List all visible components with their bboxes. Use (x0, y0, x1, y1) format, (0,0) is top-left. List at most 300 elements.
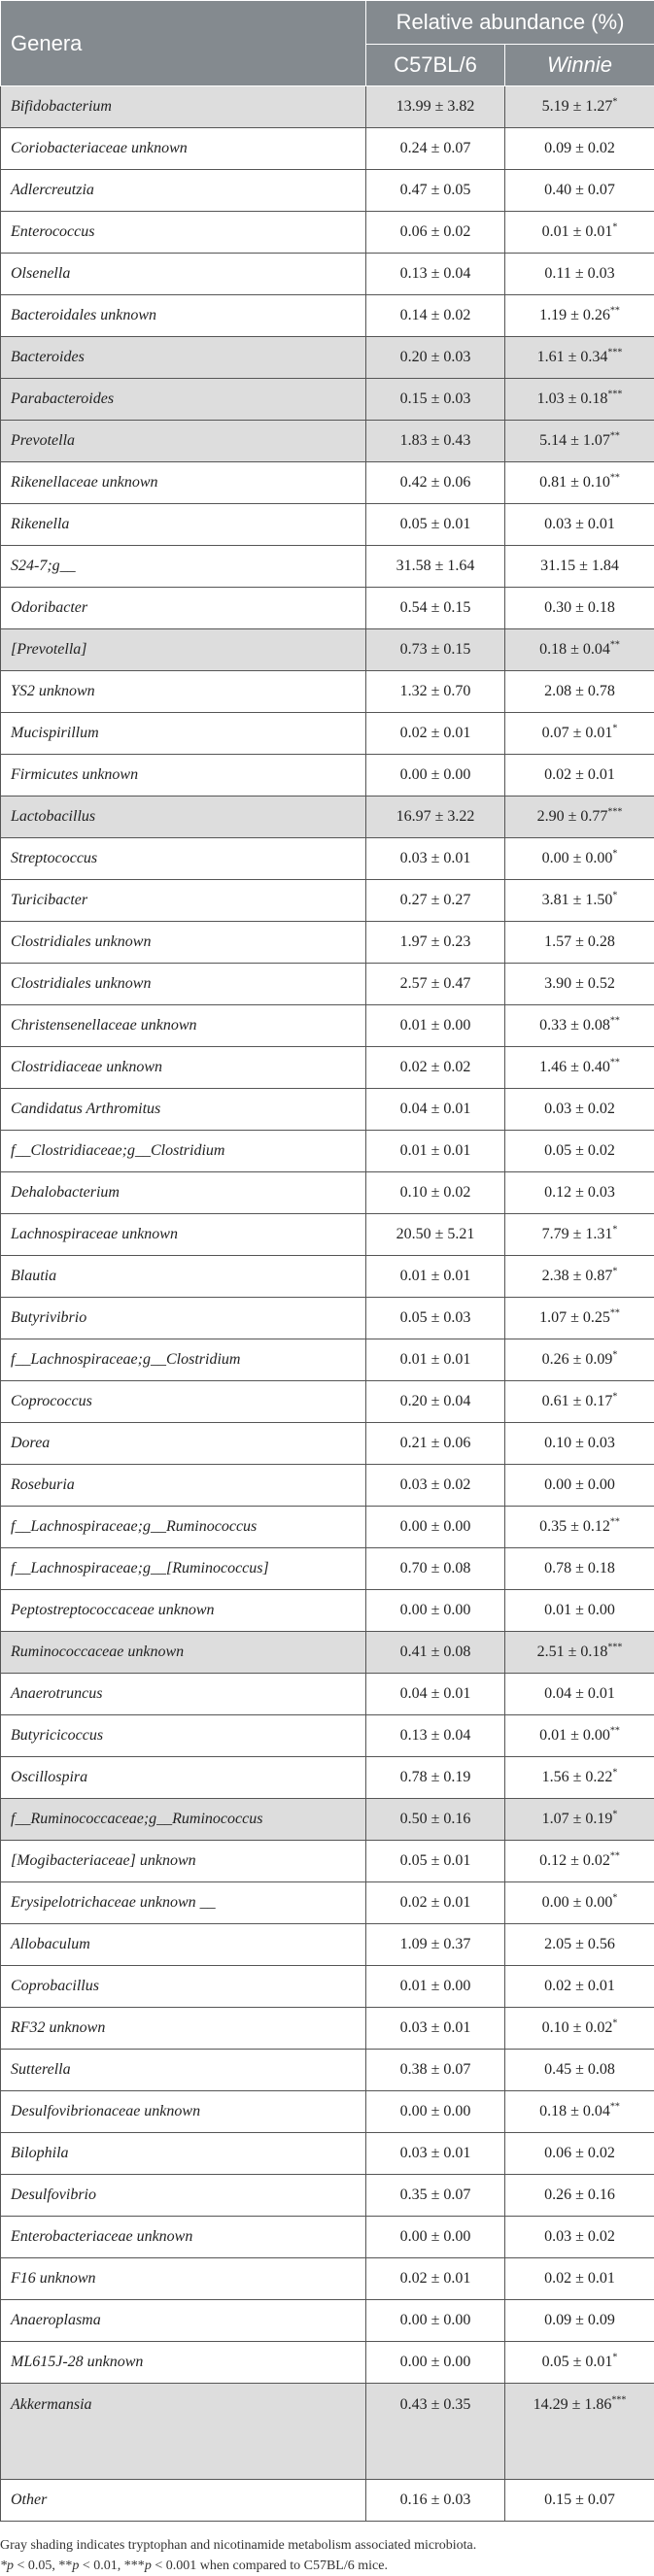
winnie-cell (505, 1924, 654, 1966)
footnote-shading-note: Gray shading indicates tryptophan and nicotinamide metabolism associated microbiota. (0, 2535, 654, 2556)
c57bl6-value: 0.42 ± 0.06 (366, 462, 505, 504)
winnie-cell (505, 797, 654, 838)
significance-marker: * (612, 2353, 617, 2363)
table-footnote (0, 2522, 654, 2576)
winnie-value: 1.46 ± 0.40 (539, 1059, 610, 1075)
c57bl6-value: 0.20 ± 0.04 (366, 1381, 505, 1423)
table-row (1, 2300, 654, 2342)
genus-name: Bacteroidales unknown (1, 295, 366, 337)
table-row (1, 755, 654, 797)
c57bl6-value: 0.43 ± 0.35 (366, 2384, 505, 2480)
winnie-cell (505, 1465, 654, 1507)
table-header (1, 1, 654, 86)
winnie-cell (505, 755, 654, 797)
winnie-cell (505, 880, 654, 922)
table-row (1, 629, 654, 671)
significance-marker: * (612, 97, 617, 108)
winnie-cell (505, 1047, 654, 1089)
table-row (1, 1005, 654, 1047)
table-row (1, 1047, 654, 1089)
winnie-value: 1.07 ± 0.25 (539, 1309, 610, 1326)
winnie-value: 0.00 ± 0.00 (542, 1894, 613, 1911)
significance-marker: *** (607, 348, 622, 358)
table-row (1, 922, 654, 964)
c57bl6-value: 0.00 ± 0.00 (366, 1590, 505, 1632)
footnote-t2: < 0.01, *** (79, 2559, 144, 2573)
table-row (1, 2342, 654, 2384)
winnie-value: 0.05 ± 0.02 (544, 1142, 615, 1159)
winnie-value: 2.90 ± 0.77 (537, 808, 608, 825)
table-row (1, 546, 654, 588)
genus-name: Bifidobacterium (1, 86, 366, 128)
winnie-cell (505, 1131, 654, 1172)
winnie-value: 1.56 ± 0.22 (542, 1769, 613, 1785)
footnote-significance-note (0, 2556, 654, 2576)
table-body (1, 86, 654, 2522)
significance-marker: * (612, 1392, 617, 1403)
winnie-cell (505, 1548, 654, 1590)
winnie-cell (505, 504, 654, 546)
winnie-cell (505, 1757, 654, 1799)
winnie-value: 0.15 ± 0.07 (544, 2491, 615, 2508)
table-row (1, 86, 654, 128)
winnie-value: 0.40 ± 0.07 (544, 182, 615, 198)
winnie-cell (505, 964, 654, 1005)
genus-name: Erysipelotrichaceae unknown __ (1, 1882, 366, 1924)
winnie-cell (505, 421, 654, 462)
genus-name: Prevotella (1, 421, 366, 462)
c57bl6-value: 0.01 ± 0.00 (366, 1966, 505, 2008)
c57bl6-value: 0.27 ± 0.27 (366, 880, 505, 922)
winnie-cell (505, 1423, 654, 1465)
significance-marker: ** (610, 1016, 620, 1027)
genus-name: Butyricicoccus (1, 1715, 366, 1757)
winnie-value: 2.51 ± 0.18 (537, 1644, 608, 1660)
genus-name: Christensenellaceae unknown (1, 1005, 366, 1047)
genus-name: f__Lachnospiraceae;g__[Ruminococcus] (1, 1548, 366, 1590)
table-row (1, 1256, 654, 1298)
table-row (1, 170, 654, 212)
genus-name: Clostridiales unknown (1, 964, 366, 1005)
winnie-cell (505, 170, 654, 212)
c57bl6-value: 0.04 ± 0.01 (366, 1674, 505, 1715)
genus-name: Rikenella (1, 504, 366, 546)
genus-name: Butyrivibrio (1, 1298, 366, 1339)
c57bl6-value: 0.04 ± 0.01 (366, 1089, 505, 1131)
c57bl6-value: 0.24 ± 0.07 (366, 128, 505, 170)
genus-name: Peptostreptococcaceae unknown (1, 1590, 366, 1632)
winnie-value: 3.81 ± 1.50 (542, 892, 613, 908)
winnie-cell (505, 1507, 654, 1548)
table-row (1, 1715, 654, 1757)
winnie-cell (505, 254, 654, 295)
genus-name: f__Lachnospiraceae;g__Ruminococcus (1, 1507, 366, 1548)
c57bl6-value: 0.01 ± 0.00 (366, 1005, 505, 1047)
genus-name: RF32 unknown (1, 2008, 366, 2050)
winnie-cell (505, 1841, 654, 1882)
c57bl6-value: 0.01 ± 0.01 (366, 1339, 505, 1381)
genus-name: Lactobacillus (1, 797, 366, 838)
winnie-value: 0.01 ± 0.00 (539, 1727, 610, 1744)
winnie-value: 0.02 ± 0.01 (544, 766, 615, 783)
c57bl6-value: 13.99 ± 3.82 (366, 86, 505, 128)
c57bl6-value: 0.01 ± 0.01 (366, 1256, 505, 1298)
winnie-cell (505, 2175, 654, 2217)
winnie-value: 0.07 ± 0.01 (542, 725, 613, 741)
c57bl6-value: 0.05 ± 0.01 (366, 1841, 505, 1882)
c57bl6-value: 0.70 ± 0.08 (366, 1548, 505, 1590)
winnie-value: 0.78 ± 0.18 (544, 1560, 615, 1576)
winnie-value: 0.12 ± 0.02 (539, 1852, 610, 1869)
genus-name: Adlercreutzia (1, 170, 366, 212)
winnie-value: 0.61 ± 0.17 (542, 1393, 613, 1409)
table-row (1, 2008, 654, 2050)
winnie-cell (505, 1966, 654, 2008)
significance-marker: *** (607, 1643, 622, 1653)
table-row (1, 1131, 654, 1172)
significance-marker: *** (611, 2395, 626, 2406)
significance-marker: ** (610, 1058, 620, 1068)
header-genera: Genera (1, 1, 366, 86)
table-row (1, 1423, 654, 1465)
winnie-cell (505, 1005, 654, 1047)
genus-name: Lachnospiraceae unknown (1, 1214, 366, 1256)
c57bl6-value: 0.02 ± 0.01 (366, 1882, 505, 1924)
c57bl6-value: 0.00 ± 0.00 (366, 2342, 505, 2384)
significance-marker: * (612, 724, 617, 734)
winnie-cell (505, 1339, 654, 1381)
table-row (1, 1548, 654, 1590)
c57bl6-value: 0.06 ± 0.02 (366, 212, 505, 254)
winnie-value: 0.02 ± 0.01 (544, 1978, 615, 1994)
c57bl6-value: 0.03 ± 0.01 (366, 838, 505, 880)
c57bl6-value: 0.54 ± 0.15 (366, 588, 505, 629)
winnie-value: 0.04 ± 0.01 (544, 1685, 615, 1702)
genus-name: ML615J-28 unknown (1, 2342, 366, 2384)
winnie-cell (505, 2480, 654, 2522)
table-row (1, 1757, 654, 1799)
winnie-value: 0.18 ± 0.04 (539, 2103, 610, 2119)
winnie-cell (505, 379, 654, 421)
table-row (1, 295, 654, 337)
table-row (1, 838, 654, 880)
significance-marker: *** (607, 390, 622, 400)
header-c57bl6: C57BL/6 (366, 45, 505, 86)
c57bl6-value: 0.15 ± 0.03 (366, 379, 505, 421)
c57bl6-value: 0.47 ± 0.05 (366, 170, 505, 212)
table-row (1, 2480, 654, 2522)
winnie-value: 5.14 ± 1.07 (539, 432, 610, 449)
genus-name: Coriobacteriaceae unknown (1, 128, 366, 170)
winnie-value: 0.06 ± 0.02 (544, 2145, 615, 2161)
winnie-cell (505, 1214, 654, 1256)
table-row (1, 671, 654, 713)
c57bl6-value: 0.02 ± 0.01 (366, 713, 505, 755)
header-relative-abundance: Relative abundance (%) (366, 1, 654, 45)
c57bl6-value: 0.00 ± 0.00 (366, 1507, 505, 1548)
table-row (1, 2217, 654, 2258)
genus-name: Dehalobacterium (1, 1172, 366, 1214)
c57bl6-value: 0.10 ± 0.02 (366, 1172, 505, 1214)
genus-name: Candidatus Arthromitus (1, 1089, 366, 1131)
significance-marker: * (612, 849, 617, 860)
genus-name: Akkermansia (1, 2384, 366, 2480)
genus-name: Sutterella (1, 2050, 366, 2091)
winnie-value: 0.45 ± 0.08 (544, 2061, 615, 2078)
table-row (1, 1924, 654, 1966)
winnie-cell (505, 212, 654, 254)
table-row (1, 1298, 654, 1339)
winnie-value: 0.03 ± 0.02 (544, 2228, 615, 2245)
winnie-cell (505, 1590, 654, 1632)
table-row (1, 462, 654, 504)
table-row (1, 1339, 654, 1381)
table-row (1, 379, 654, 421)
winnie-value: 0.03 ± 0.02 (544, 1101, 615, 1117)
significance-marker: ** (610, 431, 620, 442)
genus-name: Coprococcus (1, 1381, 366, 1423)
header-winnie: Winnie (505, 45, 654, 86)
winnie-value: 3.90 ± 0.52 (544, 975, 615, 992)
winnie-value: 0.81 ± 0.10 (539, 474, 610, 491)
winnie-cell (505, 2133, 654, 2175)
table-row (1, 588, 654, 629)
winnie-cell (505, 2217, 654, 2258)
genus-name: Ruminococcaceae unknown (1, 1632, 366, 1674)
winnie-cell (505, 629, 654, 671)
genus-name: Olsenella (1, 254, 366, 295)
winnie-cell (505, 1799, 654, 1841)
winnie-cell (505, 1256, 654, 1298)
winnie-value: 0.10 ± 0.03 (544, 1435, 615, 1451)
winnie-cell (505, 1298, 654, 1339)
c57bl6-value: 0.14 ± 0.02 (366, 295, 505, 337)
c57bl6-value: 0.03 ± 0.01 (366, 2133, 505, 2175)
table-row (1, 797, 654, 838)
table-row (1, 2050, 654, 2091)
significance-marker: * (612, 222, 617, 233)
winnie-value: 0.18 ± 0.04 (539, 641, 610, 658)
significance-marker: ** (610, 473, 620, 484)
c57bl6-value: 0.20 ± 0.03 (366, 337, 505, 379)
winnie-value: 0.33 ± 0.08 (539, 1017, 610, 1034)
table-row (1, 1214, 654, 1256)
c57bl6-value: 0.00 ± 0.00 (366, 755, 505, 797)
genus-name: Anaerotruncus (1, 1674, 366, 1715)
footnote-p3: p (145, 2559, 152, 2573)
table-row (1, 2133, 654, 2175)
winnie-value: 0.05 ± 0.01 (542, 2354, 613, 2370)
winnie-value: 0.26 ± 0.16 (544, 2186, 615, 2203)
c57bl6-value: 0.05 ± 0.01 (366, 504, 505, 546)
significance-marker: * (612, 1768, 617, 1779)
c57bl6-value: 0.13 ± 0.04 (366, 1715, 505, 1757)
winnie-cell (505, 2091, 654, 2133)
winnie-cell (505, 2008, 654, 2050)
significance-marker: * (612, 1350, 617, 1361)
c57bl6-value: 2.57 ± 0.47 (366, 964, 505, 1005)
genus-name: f__Clostridiaceae;g__Clostridium (1, 1131, 366, 1172)
genus-name: Parabacteroides (1, 379, 366, 421)
c57bl6-value: 0.02 ± 0.01 (366, 2258, 505, 2300)
c57bl6-value: 0.50 ± 0.16 (366, 1799, 505, 1841)
genus-name: Roseburia (1, 1465, 366, 1507)
c57bl6-value: 1.97 ± 0.23 (366, 922, 505, 964)
winnie-value: 0.12 ± 0.03 (544, 1184, 615, 1201)
winnie-value: 0.11 ± 0.03 (544, 265, 614, 282)
winnie-value: 5.19 ± 1.27 (542, 98, 613, 115)
winnie-value: 0.35 ± 0.12 (539, 1518, 610, 1535)
table-row (1, 1172, 654, 1214)
table-row (1, 421, 654, 462)
c57bl6-value: 0.00 ± 0.00 (366, 2217, 505, 2258)
genus-name: F16 unknown (1, 2258, 366, 2300)
winnie-value: 0.09 ± 0.09 (544, 2312, 615, 2328)
c57bl6-value: 0.13 ± 0.04 (366, 254, 505, 295)
genus-name: Allobaculum (1, 1924, 366, 1966)
c57bl6-value: 0.01 ± 0.01 (366, 1131, 505, 1172)
winnie-value: 1.19 ± 0.26 (539, 307, 610, 323)
table-row (1, 880, 654, 922)
winnie-cell (505, 2300, 654, 2342)
significance-marker: * (612, 891, 617, 901)
significance-marker: * (612, 1893, 617, 1904)
table-row (1, 1507, 654, 1548)
table-row (1, 2175, 654, 2217)
footnote-p1: *p (0, 2559, 14, 2573)
winnie-cell (505, 295, 654, 337)
table-row (1, 1590, 654, 1632)
table-row (1, 1841, 654, 1882)
footnote-p2: p (72, 2559, 79, 2573)
genus-name: Oscillospira (1, 1757, 366, 1799)
table-row (1, 337, 654, 379)
winnie-value: 1.57 ± 0.28 (544, 933, 615, 950)
c57bl6-value: 0.00 ± 0.00 (366, 2091, 505, 2133)
table-row (1, 1465, 654, 1507)
winnie-value: 0.10 ± 0.02 (542, 2019, 613, 2036)
genus-name: Mucispirillum (1, 713, 366, 755)
winnie-cell (505, 128, 654, 170)
winnie-value: 0.00 ± 0.00 (542, 850, 613, 866)
table-row (1, 1089, 654, 1131)
c57bl6-value: 0.21 ± 0.06 (366, 1423, 505, 1465)
significance-marker: ** (610, 306, 620, 317)
winnie-value: 2.05 ± 0.56 (544, 1936, 615, 1952)
genus-name: Enterobacteriaceae unknown (1, 2217, 366, 2258)
winnie-cell (505, 1715, 654, 1757)
genus-name: Streptococcus (1, 838, 366, 880)
winnie-value: 14.29 ± 1.86 (534, 2396, 612, 2413)
table-row (1, 2384, 654, 2480)
winnie-cell (505, 1632, 654, 1674)
winnie-value: 0.00 ± 0.00 (544, 1476, 615, 1493)
significance-marker: ** (610, 2102, 620, 2113)
significance-marker: ** (610, 1726, 620, 1737)
significance-marker: * (612, 1267, 617, 1277)
c57bl6-value: 0.73 ± 0.15 (366, 629, 505, 671)
winnie-cell (505, 2342, 654, 2384)
genus-name: Desulfovibrio (1, 2175, 366, 2217)
genus-name: Dorea (1, 1423, 366, 1465)
c57bl6-value: 0.05 ± 0.03 (366, 1298, 505, 1339)
winnie-value: 0.02 ± 0.01 (544, 2270, 615, 2287)
winnie-cell (505, 922, 654, 964)
table-row (1, 504, 654, 546)
winnie-cell (505, 713, 654, 755)
table-row (1, 713, 654, 755)
winnie-value: 1.03 ± 0.18 (537, 390, 608, 407)
significance-marker: *** (607, 807, 622, 818)
winnie-cell (505, 2258, 654, 2300)
winnie-value: 31.15 ± 1.84 (540, 558, 619, 574)
winnie-cell (505, 86, 654, 128)
significance-marker: ** (610, 1517, 620, 1528)
table-row (1, 1632, 654, 1674)
significance-marker: * (612, 1225, 617, 1236)
winnie-value: 2.08 ± 0.78 (544, 683, 615, 699)
table-row (1, 2091, 654, 2133)
c57bl6-value: 1.83 ± 0.43 (366, 421, 505, 462)
table-row (1, 1381, 654, 1423)
c57bl6-value: 16.97 ± 3.22 (366, 797, 505, 838)
winnie-cell (505, 1674, 654, 1715)
winnie-value: 7.79 ± 1.31 (542, 1226, 613, 1242)
c57bl6-value: 20.50 ± 5.21 (366, 1214, 505, 1256)
winnie-cell (505, 1882, 654, 1924)
genus-name: Clostridiales unknown (1, 922, 366, 964)
genus-name: f__Ruminococcaceae;g__Ruminococcus (1, 1799, 366, 1841)
c57bl6-value: 0.00 ± 0.00 (366, 2300, 505, 2342)
winnie-cell (505, 1089, 654, 1131)
c57bl6-value: 0.38 ± 0.07 (366, 2050, 505, 2091)
genus-name: YS2 unknown (1, 671, 366, 713)
genus-name: Clostridiaceae unknown (1, 1047, 366, 1089)
c57bl6-value: 0.03 ± 0.01 (366, 2008, 505, 2050)
winnie-value: 0.30 ± 0.18 (544, 599, 615, 616)
significance-marker: ** (610, 1308, 620, 1319)
c57bl6-value: 0.16 ± 0.03 (366, 2480, 505, 2522)
winnie-cell (505, 588, 654, 629)
winnie-cell (505, 546, 654, 588)
table-row (1, 2258, 654, 2300)
genus-name: Odoribacter (1, 588, 366, 629)
table-row (1, 254, 654, 295)
c57bl6-value: 0.02 ± 0.02 (366, 1047, 505, 1089)
table-row (1, 1966, 654, 2008)
significance-marker: * (612, 1810, 617, 1820)
table-row (1, 212, 654, 254)
winnie-value: 2.38 ± 0.87 (542, 1268, 613, 1284)
winnie-cell (505, 337, 654, 379)
genus-name: f__Lachnospiraceae;g__Clostridium (1, 1339, 366, 1381)
table-row (1, 128, 654, 170)
winnie-value: 1.61 ± 0.34 (537, 349, 608, 365)
significance-marker: ** (610, 640, 620, 651)
genus-name: Desulfovibrionaceae unknown (1, 2091, 366, 2133)
table-row (1, 1882, 654, 1924)
table-row (1, 1674, 654, 1715)
winnie-value: 1.07 ± 0.19 (542, 1811, 613, 1827)
winnie-cell (505, 2384, 654, 2480)
winnie-value: 0.26 ± 0.09 (542, 1351, 613, 1368)
genus-name: S24-7;g__ (1, 546, 366, 588)
winnie-value: 0.01 ± 0.01 (542, 223, 613, 240)
c57bl6-value: 1.09 ± 0.37 (366, 1924, 505, 1966)
c57bl6-value: 0.78 ± 0.19 (366, 1757, 505, 1799)
footnote-t3: < 0.001 when compared to C57BL/6 mice. (152, 2559, 388, 2573)
genus-name: Firmicutes unknown (1, 755, 366, 797)
